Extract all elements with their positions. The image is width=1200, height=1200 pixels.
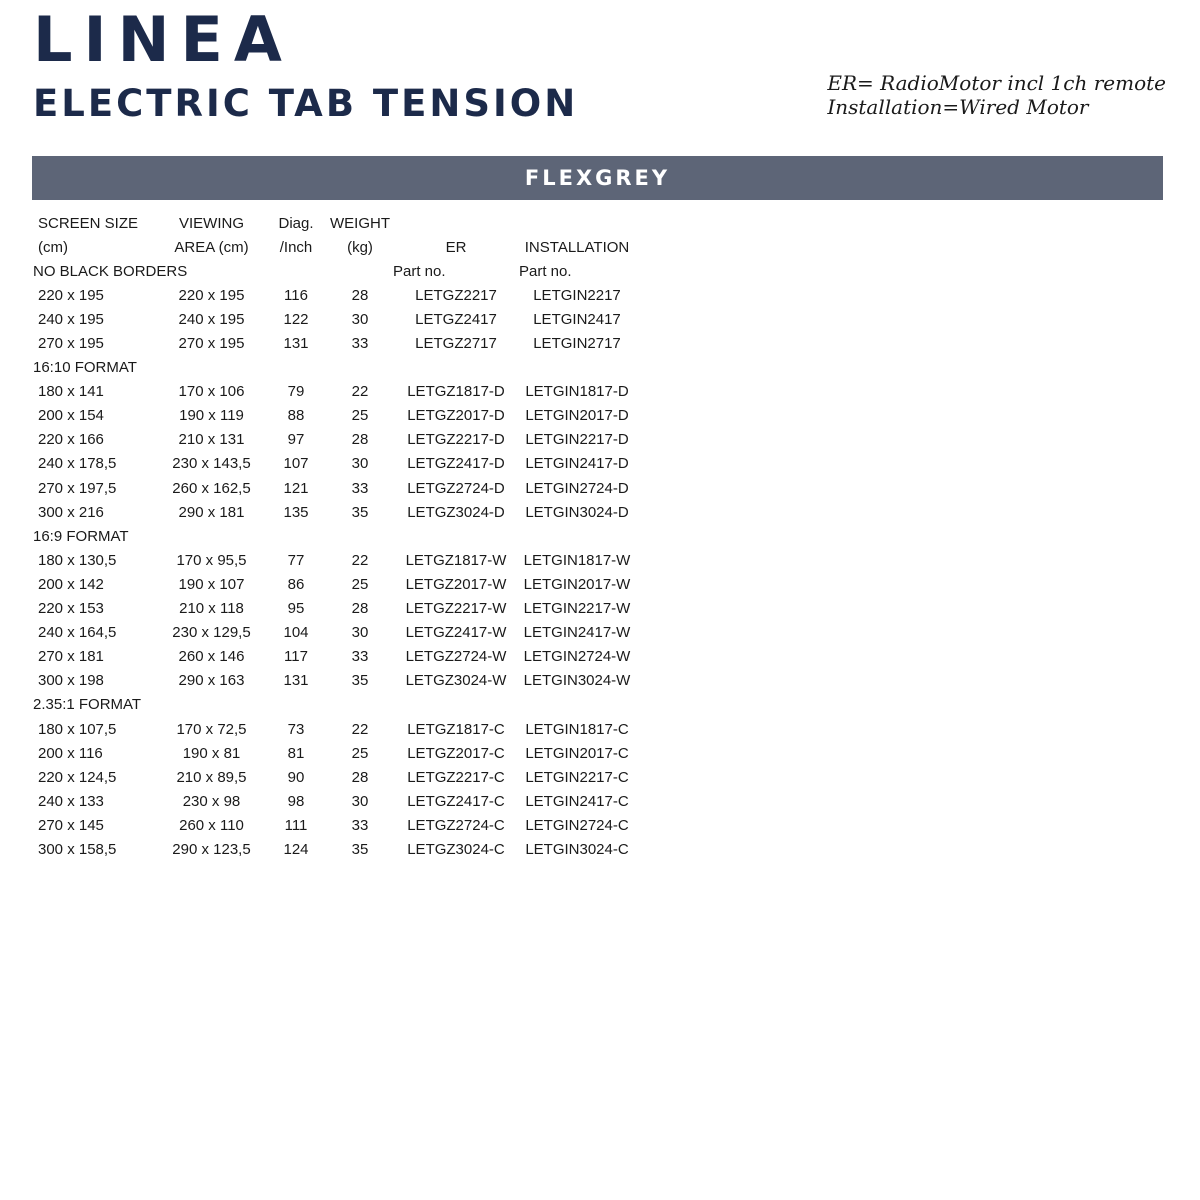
table-cell: LETGIN2217 xyxy=(533,286,621,304)
table-cell: LETGZ2724-C xyxy=(407,816,505,834)
table-cell: LETGIN1817-C xyxy=(525,720,629,738)
table-cell: 30 xyxy=(351,792,369,810)
table-cell: 104 xyxy=(283,624,309,642)
table-cell: LETGZ2017-W xyxy=(405,575,507,593)
table-cell: 290 x 123,5 xyxy=(172,840,251,858)
table-cell: 117 xyxy=(284,648,308,666)
table-cell: LETGZ2217 xyxy=(415,286,497,304)
table-cell: LETGIN2217-D xyxy=(525,431,629,449)
table-cell: 33 xyxy=(351,335,369,353)
header-cell: (cm) xyxy=(38,238,68,256)
table-row xyxy=(33,404,635,428)
table-cell: 170 x 106 xyxy=(178,383,245,401)
table-row xyxy=(33,283,635,307)
table-cell: 180 x 141 xyxy=(38,383,104,401)
table-cell: 230 x 143,5 xyxy=(172,455,251,473)
table-cell: LETGIN3024-C xyxy=(525,840,629,858)
table-cell: LETGIN2417-C xyxy=(525,792,629,810)
section-row xyxy=(33,356,635,380)
table-cell: LETGZ2724-W xyxy=(405,648,507,666)
table-row xyxy=(33,428,635,452)
table-cell: 240 x 178,5 xyxy=(38,455,117,473)
section-row xyxy=(33,693,635,717)
table-cell: 230 x 98 xyxy=(182,792,241,810)
table-cell: 121 xyxy=(283,479,309,497)
spec-table-body xyxy=(33,259,635,861)
part-no-label: Part no. xyxy=(393,262,446,280)
table-cell: 220 x 153 xyxy=(38,600,104,618)
table-cell: 28 xyxy=(351,600,369,618)
table-cell: 30 xyxy=(351,624,369,642)
table-cell: LETGIN3024-D xyxy=(525,503,629,521)
table-cell: LETGZ2724-D xyxy=(407,479,505,497)
table-cell: LETGIN2017-C xyxy=(525,744,629,762)
header-cell: /Inch xyxy=(279,238,313,256)
table-cell: 220 x 195 xyxy=(38,286,104,304)
table-cell: LETGZ2017-D xyxy=(407,407,505,425)
header-cell: VIEWING xyxy=(178,214,244,232)
table-cell: 33 xyxy=(351,648,369,666)
table-cell: 300 x 198 xyxy=(38,672,104,690)
table-cell: 200 x 116 xyxy=(38,744,103,762)
header-cell: INSTALLATION xyxy=(524,238,630,256)
legend-er: ER= RadioMotor incl 1ch remote xyxy=(827,71,1166,95)
table-cell: 300 x 158,5 xyxy=(38,840,117,858)
table-cell: 35 xyxy=(351,840,369,858)
table-cell: LETGZ2717 xyxy=(415,335,497,353)
table-row xyxy=(33,597,635,621)
table-row xyxy=(33,837,635,861)
table-cell: LETGIN2724-W xyxy=(523,648,631,666)
table-cell: 22 xyxy=(351,720,369,738)
table-cell: 73 xyxy=(287,720,305,738)
table-cell: 190 x 107 xyxy=(178,575,245,593)
table-row xyxy=(33,380,635,404)
table-cell: 190 x 119 xyxy=(179,407,244,425)
table-cell: 240 x 164,5 xyxy=(38,624,117,642)
table-cell: LETGIN1817-D xyxy=(525,383,629,401)
table-cell: LETGIN1817-W xyxy=(523,551,631,569)
section-title: 16:10 FORMAT xyxy=(33,359,137,377)
table-cell: LETGZ1817-C xyxy=(407,720,505,738)
table-cell: 111 xyxy=(284,816,308,834)
table-cell: 30 xyxy=(351,310,369,328)
table-cell: 210 x 89,5 xyxy=(176,768,247,786)
table-cell: 77 xyxy=(287,551,305,569)
header-cell: SCREEN SIZE xyxy=(38,214,139,232)
table-cell: LETGZ1817-D xyxy=(407,383,505,401)
table-row xyxy=(33,548,635,572)
table-cell: 190 x 81 xyxy=(182,744,241,762)
header-cell: AREA (cm) xyxy=(174,238,249,256)
table-cell: 79 xyxy=(287,383,305,401)
section-title: 16:9 FORMAT xyxy=(33,527,129,545)
table-cell: 22 xyxy=(351,383,369,401)
table-cell: 28 xyxy=(351,286,369,304)
table-cell: 180 x 130,5 xyxy=(38,551,117,569)
table-cell: 240 x 133 xyxy=(38,792,104,810)
table-cell: LETGZ3024-W xyxy=(405,672,507,690)
brand-title: LINEA xyxy=(33,3,293,76)
table-cell: 300 x 216 xyxy=(38,503,104,521)
table-cell: 270 x 145 xyxy=(38,816,104,834)
table-cell: 131 xyxy=(283,335,309,353)
table-cell: 28 xyxy=(351,431,369,449)
table-row xyxy=(33,789,635,813)
table-cell: 22 xyxy=(351,551,369,569)
table-cell: 25 xyxy=(351,407,369,425)
table-cell: 95 xyxy=(287,600,305,618)
table-cell: LETGZ2417-W xyxy=(405,624,507,642)
table-cell: 220 x 124,5 xyxy=(38,768,117,786)
table-cell: LETGIN2417 xyxy=(533,310,621,328)
table-cell: LETGIN2017-W xyxy=(523,575,631,593)
table-cell: 35 xyxy=(351,672,369,690)
table-cell: LETGZ2217-W xyxy=(405,600,507,618)
table-row xyxy=(33,645,635,669)
table-cell: LETGZ1817-W xyxy=(405,551,507,569)
table-cell: 35 xyxy=(351,503,369,521)
table-cell: LETGIN2717 xyxy=(533,335,621,353)
section-title: 2.35:1 FORMAT xyxy=(33,696,142,714)
table-cell: 260 x 162,5 xyxy=(172,479,251,497)
table-cell: 170 x 72,5 xyxy=(176,720,247,738)
table-cell: LETGZ2217-D xyxy=(407,431,505,449)
table-cell: 210 x 131 xyxy=(178,431,245,449)
table-row xyxy=(33,331,635,355)
table-cell: 135 xyxy=(283,503,309,521)
table-cell: 107 xyxy=(283,455,309,473)
table-cell: 90 xyxy=(287,768,305,786)
table-cell: 170 x 95,5 xyxy=(176,551,247,569)
table-cell: LETGZ2417 xyxy=(415,310,497,328)
table-cell: LETGZ2217-C xyxy=(407,768,505,786)
header-cell: WEIGHT xyxy=(330,214,390,232)
section-row xyxy=(33,524,635,548)
table-cell: LETGZ2417-C xyxy=(407,792,505,810)
table-cell: 230 x 129,5 xyxy=(172,624,251,642)
legend-note xyxy=(827,71,1166,119)
table-cell: 200 x 154 xyxy=(38,407,104,425)
table-cell: 180 x 107,5 xyxy=(38,720,117,738)
header-row-1 xyxy=(33,211,635,235)
section-row xyxy=(33,259,635,283)
table-cell: 97 xyxy=(287,431,305,449)
table-cell: 270 x 195 xyxy=(38,335,104,353)
spec-table xyxy=(33,211,635,862)
table-row xyxy=(33,765,635,789)
table-cell: 116 xyxy=(284,286,308,304)
section-title: NO BLACK BORDERS xyxy=(33,262,188,280)
table-cell: 124 xyxy=(283,840,309,858)
table-cell: 30 xyxy=(351,455,369,473)
table-cell: 270 x 181 xyxy=(38,648,104,666)
header-row-2 xyxy=(33,235,635,259)
table-cell: 86 xyxy=(287,575,305,593)
table-cell: LETGZ2017-C xyxy=(407,744,505,762)
table-row xyxy=(33,621,635,645)
table-cell: 220 x 166 xyxy=(38,431,104,449)
header-cell: (kg) xyxy=(347,238,373,256)
table-row xyxy=(33,813,635,837)
table-cell: 122 xyxy=(283,310,309,328)
header-cell: ER xyxy=(445,238,467,256)
table-row xyxy=(33,572,635,596)
table-cell: LETGIN2017-D xyxy=(525,407,629,425)
header-cell: Diag. xyxy=(278,214,314,232)
table-cell: 131 xyxy=(283,672,309,690)
table-cell: 240 x 195 xyxy=(178,310,245,328)
table-cell: 290 x 181 xyxy=(178,503,245,521)
table-cell: 25 xyxy=(351,744,369,762)
table-cell: 25 xyxy=(351,575,369,593)
table-cell: 260 x 110 xyxy=(179,816,244,834)
table-row xyxy=(33,669,635,693)
table-cell: 200 x 142 xyxy=(38,575,104,593)
product-subtitle: ELECTRIC TAB TENSION xyxy=(33,82,579,125)
table-cell: LETGZ3024-C xyxy=(407,840,505,858)
table-cell: 220 x 195 xyxy=(178,286,245,304)
table-cell: 98 xyxy=(287,792,305,810)
table-row xyxy=(33,717,635,741)
table-row xyxy=(33,476,635,500)
header-cell xyxy=(393,211,519,235)
table-cell: 290 x 163 xyxy=(178,672,245,690)
table-cell: LETGIN2417-D xyxy=(525,455,629,473)
table-row xyxy=(33,307,635,331)
table-cell: 33 xyxy=(351,816,369,834)
part-no-label: Part no. xyxy=(519,262,572,280)
header-cell xyxy=(519,211,635,235)
table-cell: LETGZ3024-D xyxy=(407,503,505,521)
table-cell: 260 x 146 xyxy=(178,648,245,666)
fabric-band: FLEXGREY xyxy=(32,156,1163,200)
table-row xyxy=(33,500,635,524)
table-row xyxy=(33,452,635,476)
table-cell: 33 xyxy=(351,479,369,497)
table-cell: LETGIN2724-D xyxy=(525,479,629,497)
table-cell: 88 xyxy=(287,407,305,425)
table-cell: 270 x 197,5 xyxy=(38,479,117,497)
table-cell: 240 x 195 xyxy=(38,310,104,328)
table-cell: 270 x 195 xyxy=(178,335,245,353)
table-cell: LETGIN2724-C xyxy=(525,816,629,834)
spec-table-header xyxy=(33,211,635,259)
table-cell: 81 xyxy=(287,744,305,762)
table-cell: 28 xyxy=(351,768,369,786)
table-cell: LETGIN2217-C xyxy=(525,768,629,786)
table-cell: LETGIN3024-W xyxy=(523,672,631,690)
table-cell: 210 x 118 xyxy=(179,600,244,618)
table-cell: LETGIN2417-W xyxy=(523,624,631,642)
table-row xyxy=(33,741,635,765)
legend-installation: Installation=Wired Motor xyxy=(827,95,1089,119)
table-cell: LETGZ2417-D xyxy=(407,455,505,473)
table-cell: LETGIN2217-W xyxy=(523,600,631,618)
